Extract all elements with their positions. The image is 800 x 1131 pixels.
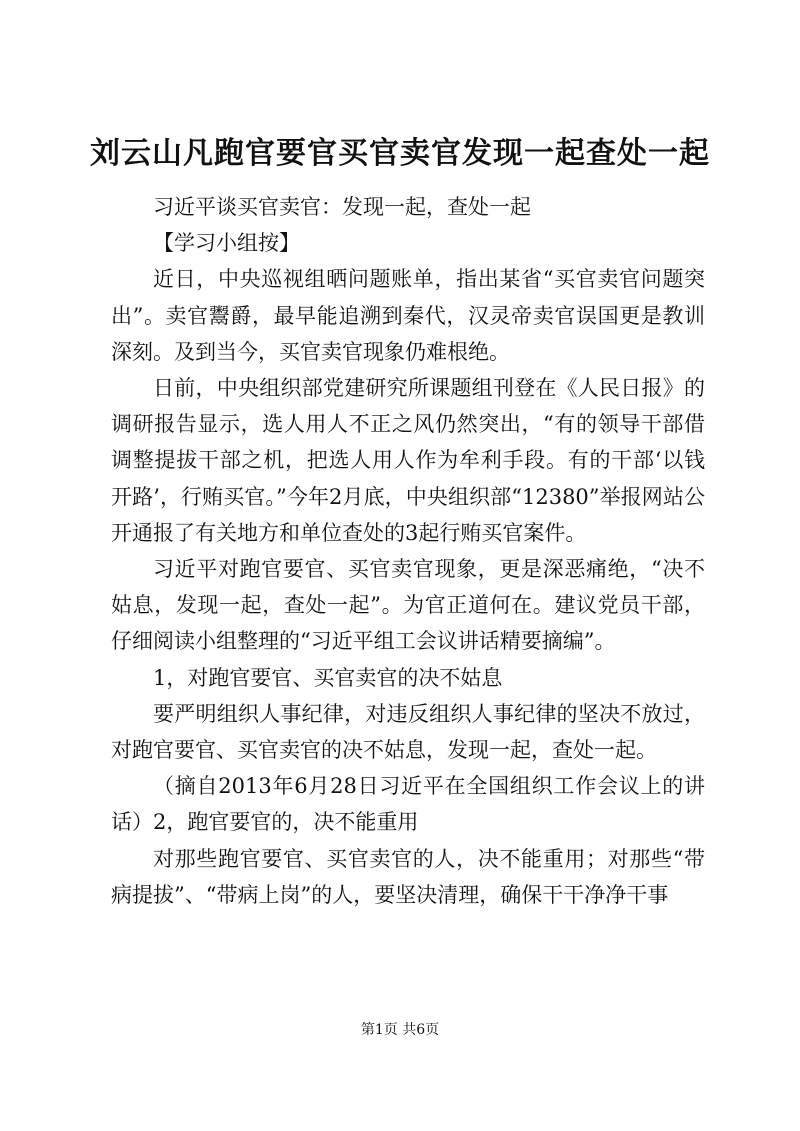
subtitle-paragraph: 习近平谈买官卖官：发现一起，查处一起 xyxy=(153,195,531,219)
document-body xyxy=(111,189,705,913)
body-paragraph: 近日，中央巡视组晒问题账单，指出某省“买官卖官问题突出”。卖官鬻爵，最早能追溯到秦代，汉灵帝卖官误国更是教训深刻。及到当今，买官卖官现象仍难根绝。 xyxy=(111,267,705,364)
body-paragraph: 对那些跑官要官、买官卖官的人，决不能重用；对那些“带病提拔”、“带病上岗”的人，要坚决清理，确保干干净净干事 xyxy=(111,846,705,907)
body-paragraph: 要严明组织人事纪律，对违反组织人事纪律的坚决不放过，对跑官要官、买官卖官的决不姑息，发现一起，查处一起。 xyxy=(111,701,705,763)
section-heading: 1，对跑官要官、买官卖官的决不姑息 xyxy=(153,665,503,690)
body-paragraph: （摘自2013年6月28日习近平在全国组织工作会议上的讲话）2，跑官要官的，决不能重用 xyxy=(111,774,705,835)
document-title: 刘云山凡跑官要官买官卖官发现一起查处一起 xyxy=(90,136,710,171)
editor-note-heading: 【学习小组按】 xyxy=(153,231,300,256)
page-number-footer: 第1页 共6页 xyxy=(360,1022,440,1038)
body-paragraph: 日前，中央组织部党建研究所课题组刊登在《人民日报》的调研报告显示，选人用人不正之风仍然突出，“有的领导干部借调整提拔干部之机，把选人用人作为牟利手段。有的干部‘以钱开路’，行贿买官。”今年2月底，中央组织部“12380”举报网站公开通报了有关地方和单位查处的3起行贿买官案件。 xyxy=(111,376,705,545)
body-paragraph: 习近平对跑官要官、买官卖官现象，更是深恶痛绝，“决不姑息，发现一起，查处一起”。为官正道何在。建议党员干部，仔细阅读小组整理的“习近平组工会议讲话精要摘编”。 xyxy=(111,557,705,654)
